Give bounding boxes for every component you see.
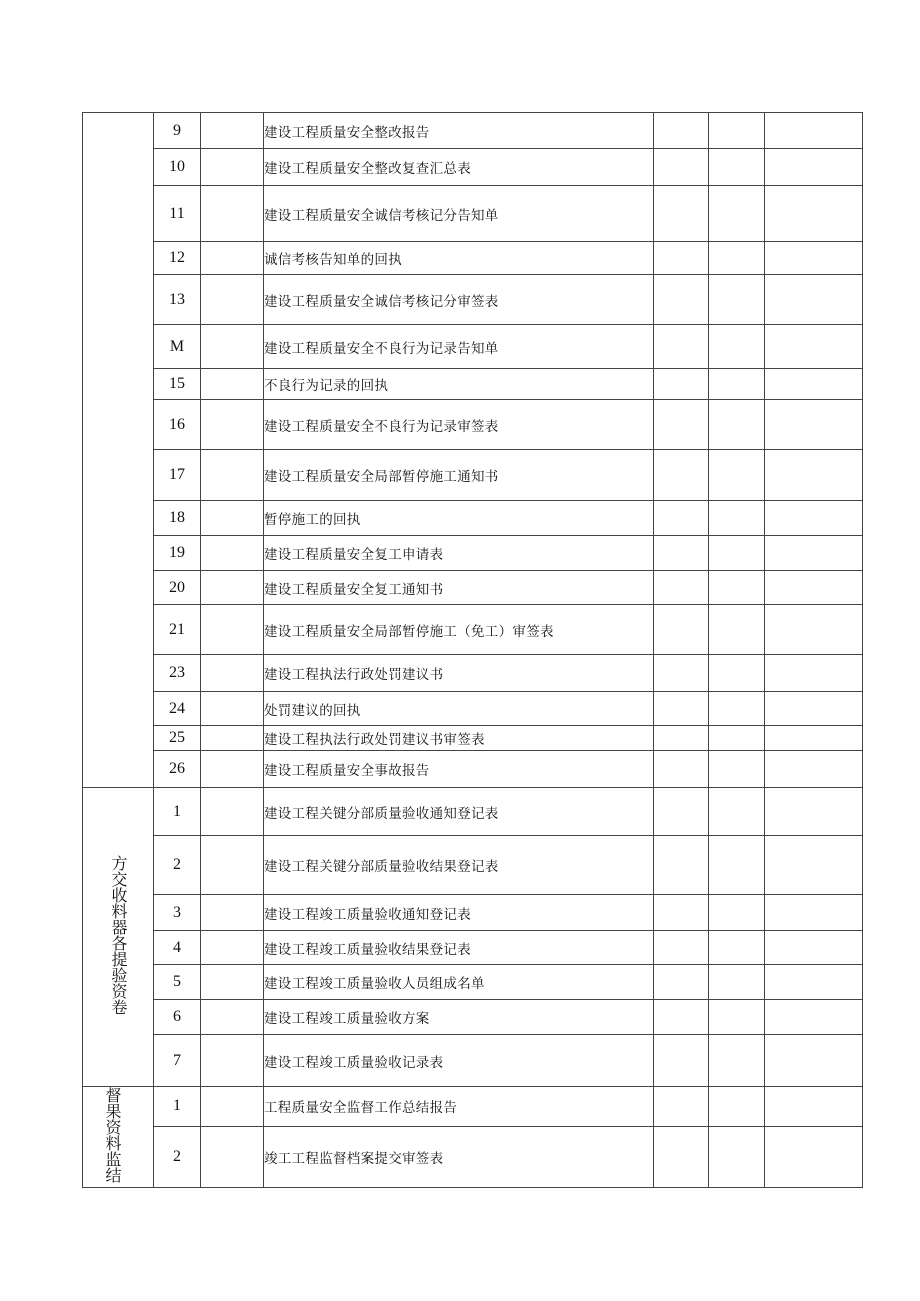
blank-cell: [201, 400, 264, 450]
category-cell: [83, 1087, 154, 1188]
table-row: [83, 501, 863, 536]
item-number: 13: [154, 275, 201, 325]
blank-cell: [765, 1087, 863, 1127]
blank-cell: [765, 242, 863, 275]
item-number: 23: [154, 655, 201, 692]
table-row: [83, 1087, 863, 1127]
blank-cell: [765, 1126, 863, 1187]
item-number: 21: [154, 605, 201, 655]
table-row: [83, 400, 863, 450]
item-number: 26: [154, 751, 201, 788]
table-row: [83, 692, 863, 726]
blank-cell: [201, 1035, 264, 1087]
blank-cell: [765, 113, 863, 149]
table-row: [83, 571, 863, 605]
item-number: 6: [154, 1000, 201, 1035]
blank-cell: [709, 1000, 765, 1035]
blank-cell: [709, 788, 765, 836]
table-row: [83, 186, 863, 242]
table-row: [83, 450, 863, 501]
blank-cell: [654, 571, 709, 605]
blank-cell: [201, 1000, 264, 1035]
blank-cell: [765, 965, 863, 1000]
blank-cell: [765, 788, 863, 836]
blank-cell: [765, 571, 863, 605]
table-row: [83, 726, 863, 751]
blank-cell: [765, 726, 863, 751]
blank-cell: [709, 571, 765, 605]
blank-cell: [765, 325, 863, 369]
document-title: 暂停施工的回执: [264, 501, 654, 536]
blank-cell: [709, 113, 765, 149]
table-row: [83, 536, 863, 571]
blank-cell: [765, 1000, 863, 1035]
blank-cell: [654, 751, 709, 788]
blank-cell: [201, 931, 264, 965]
item-number: M: [154, 325, 201, 369]
blank-cell: [709, 1087, 765, 1127]
blank-cell: [654, 325, 709, 369]
blank-cell: [654, 450, 709, 501]
item-number: 20: [154, 571, 201, 605]
item-number: 19: [154, 536, 201, 571]
blank-cell: [765, 450, 863, 501]
blank-cell: [201, 965, 264, 1000]
document-title: 建设工程质量安全局部暂停施工通知书: [264, 450, 654, 501]
blank-cell: [709, 501, 765, 536]
category-label: 方交收料器各提验资卷: [109, 855, 128, 1015]
category-cell: [83, 788, 154, 1087]
table-row: [83, 275, 863, 325]
item-number: 16: [154, 400, 201, 450]
document-title: 建设工程质量安全诚信考核记分审签表: [264, 275, 654, 325]
blank-cell: [201, 325, 264, 369]
blank-cell: [201, 788, 264, 836]
blank-cell: [201, 655, 264, 692]
document-title: 诚信考核告知单的回执: [264, 242, 654, 275]
blank-cell: [765, 501, 863, 536]
item-number: 25: [154, 726, 201, 751]
table-row: [83, 1035, 863, 1087]
document-title: 建设工程执法行政处罚建议书审签表: [264, 726, 654, 751]
item-number: 1: [154, 788, 201, 836]
blank-cell: [201, 571, 264, 605]
blank-cell: [765, 655, 863, 692]
document-title: 建设工程质量安全复工申请表: [264, 536, 654, 571]
item-number: 4: [154, 931, 201, 965]
table-row: [83, 931, 863, 965]
blank-cell: [765, 895, 863, 931]
table-row: [83, 325, 863, 369]
item-number: 11: [154, 186, 201, 242]
document-title: 处罚建议的回执: [264, 692, 654, 726]
blank-cell: [709, 692, 765, 726]
archive-document-table: [82, 112, 863, 1188]
table-row: [83, 149, 863, 186]
document-title: 建设工程竣工质量验收通知登记表: [264, 895, 654, 931]
table-row: [83, 1000, 863, 1035]
item-number: 10: [154, 149, 201, 186]
blank-cell: [765, 1035, 863, 1087]
blank-cell: [201, 275, 264, 325]
blank-cell: [201, 242, 264, 275]
blank-cell: [709, 369, 765, 400]
table-row: [83, 1126, 863, 1187]
document-title: 建设工程质量安全整改报告: [264, 113, 654, 149]
blank-cell: [654, 1087, 709, 1127]
document-title: 建设工程竣工质量验收结果登记表: [264, 931, 654, 965]
item-number: 18: [154, 501, 201, 536]
document-title: 建设工程关键分部质量验收通知登记表: [264, 788, 654, 836]
blank-cell: [654, 726, 709, 751]
blank-cell: [654, 655, 709, 692]
item-number: 24: [154, 692, 201, 726]
blank-cell: [654, 895, 709, 931]
category-label: 督果资料监结: [103, 1087, 122, 1183]
blank-cell: [654, 369, 709, 400]
blank-cell: [654, 605, 709, 655]
blank-cell: [709, 242, 765, 275]
document-title: 工程质量安全监督工作总结报告: [264, 1087, 654, 1127]
blank-cell: [709, 186, 765, 242]
document-title: 竣工工程监督档案提交审签表: [264, 1126, 654, 1187]
blank-cell: [765, 186, 863, 242]
blank-cell: [201, 1126, 264, 1187]
blank-cell: [765, 605, 863, 655]
table-row: [83, 369, 863, 400]
blank-cell: [765, 751, 863, 788]
document-title: 建设工程质量安全事故报告: [264, 751, 654, 788]
blank-cell: [765, 149, 863, 186]
item-number: 2: [154, 836, 201, 895]
table-row: [83, 788, 863, 836]
document-title: 不良行为记录的回执: [264, 369, 654, 400]
blank-cell: [654, 692, 709, 726]
blank-cell: [709, 275, 765, 325]
blank-cell: [201, 836, 264, 895]
item-number: 9: [154, 113, 201, 149]
item-number: 2: [154, 1126, 201, 1187]
blank-cell: [765, 931, 863, 965]
item-number: 17: [154, 450, 201, 501]
blank-cell: [765, 369, 863, 400]
blank-cell: [709, 450, 765, 501]
document-title: 建设工程质量安全复工通知书: [264, 571, 654, 605]
table-row: [83, 895, 863, 931]
document-title: 建设工程质量安全局部暂停施工（免工）审签表: [264, 605, 654, 655]
item-number: 7: [154, 1035, 201, 1087]
blank-cell: [654, 275, 709, 325]
document-title: 建设工程执法行政处罚建议书: [264, 655, 654, 692]
blank-cell: [765, 275, 863, 325]
document-title: 建设工程竣工质量验收记录表: [264, 1035, 654, 1087]
document-title: 建设工程质量安全整改复查汇总表: [264, 149, 654, 186]
item-number: 5: [154, 965, 201, 1000]
table-row: [83, 113, 863, 149]
blank-cell: [201, 726, 264, 751]
blank-cell: [765, 692, 863, 726]
blank-cell: [709, 1035, 765, 1087]
blank-cell: [709, 1126, 765, 1187]
blank-cell: [709, 325, 765, 369]
blank-cell: [709, 605, 765, 655]
blank-cell: [654, 149, 709, 186]
document-title: 建设工程质量安全不良行为记录告知单: [264, 325, 654, 369]
blank-cell: [654, 400, 709, 450]
blank-cell: [201, 149, 264, 186]
table-row: [83, 242, 863, 275]
blank-cell: [201, 751, 264, 788]
blank-cell: [201, 895, 264, 931]
document-title: 建设工程关键分部质量验收结果登记表: [264, 836, 654, 895]
table-row: [83, 836, 863, 895]
blank-cell: [765, 400, 863, 450]
blank-cell: [709, 400, 765, 450]
document-title: 建设工程质量安全不良行为记录审签表: [264, 400, 654, 450]
document-title: 建设工程竣工质量验收方案: [264, 1000, 654, 1035]
blank-cell: [201, 1087, 264, 1127]
blank-cell: [654, 186, 709, 242]
blank-cell: [709, 965, 765, 1000]
blank-cell: [654, 965, 709, 1000]
document-title: 建设工程质量安全诚信考核记分告知单: [264, 186, 654, 242]
blank-cell: [709, 751, 765, 788]
blank-cell: [765, 836, 863, 895]
blank-cell: [654, 931, 709, 965]
blank-cell: [654, 113, 709, 149]
blank-cell: [709, 895, 765, 931]
blank-cell: [709, 931, 765, 965]
blank-cell: [654, 836, 709, 895]
blank-cell: [201, 536, 264, 571]
table-row: [83, 605, 863, 655]
blank-cell: [709, 536, 765, 571]
blank-cell: [654, 788, 709, 836]
category-cell: [83, 113, 154, 788]
table-row: [83, 655, 863, 692]
blank-cell: [201, 369, 264, 400]
item-number: 1: [154, 1087, 201, 1127]
table-row: [83, 965, 863, 1000]
blank-cell: [654, 242, 709, 275]
item-number: 12: [154, 242, 201, 275]
blank-cell: [201, 450, 264, 501]
item-number: 3: [154, 895, 201, 931]
blank-cell: [654, 1035, 709, 1087]
blank-cell: [709, 726, 765, 751]
blank-cell: [201, 186, 264, 242]
blank-cell: [709, 149, 765, 186]
blank-cell: [654, 536, 709, 571]
document-title: 建设工程竣工质量验收人员组成名单: [264, 965, 654, 1000]
blank-cell: [201, 501, 264, 536]
blank-cell: [201, 113, 264, 149]
blank-cell: [654, 501, 709, 536]
table-row: [83, 751, 863, 788]
blank-cell: [654, 1126, 709, 1187]
blank-cell: [201, 605, 264, 655]
blank-cell: [654, 1000, 709, 1035]
blank-cell: [765, 536, 863, 571]
blank-cell: [709, 655, 765, 692]
item-number: 15: [154, 369, 201, 400]
blank-cell: [709, 836, 765, 895]
blank-cell: [201, 692, 264, 726]
